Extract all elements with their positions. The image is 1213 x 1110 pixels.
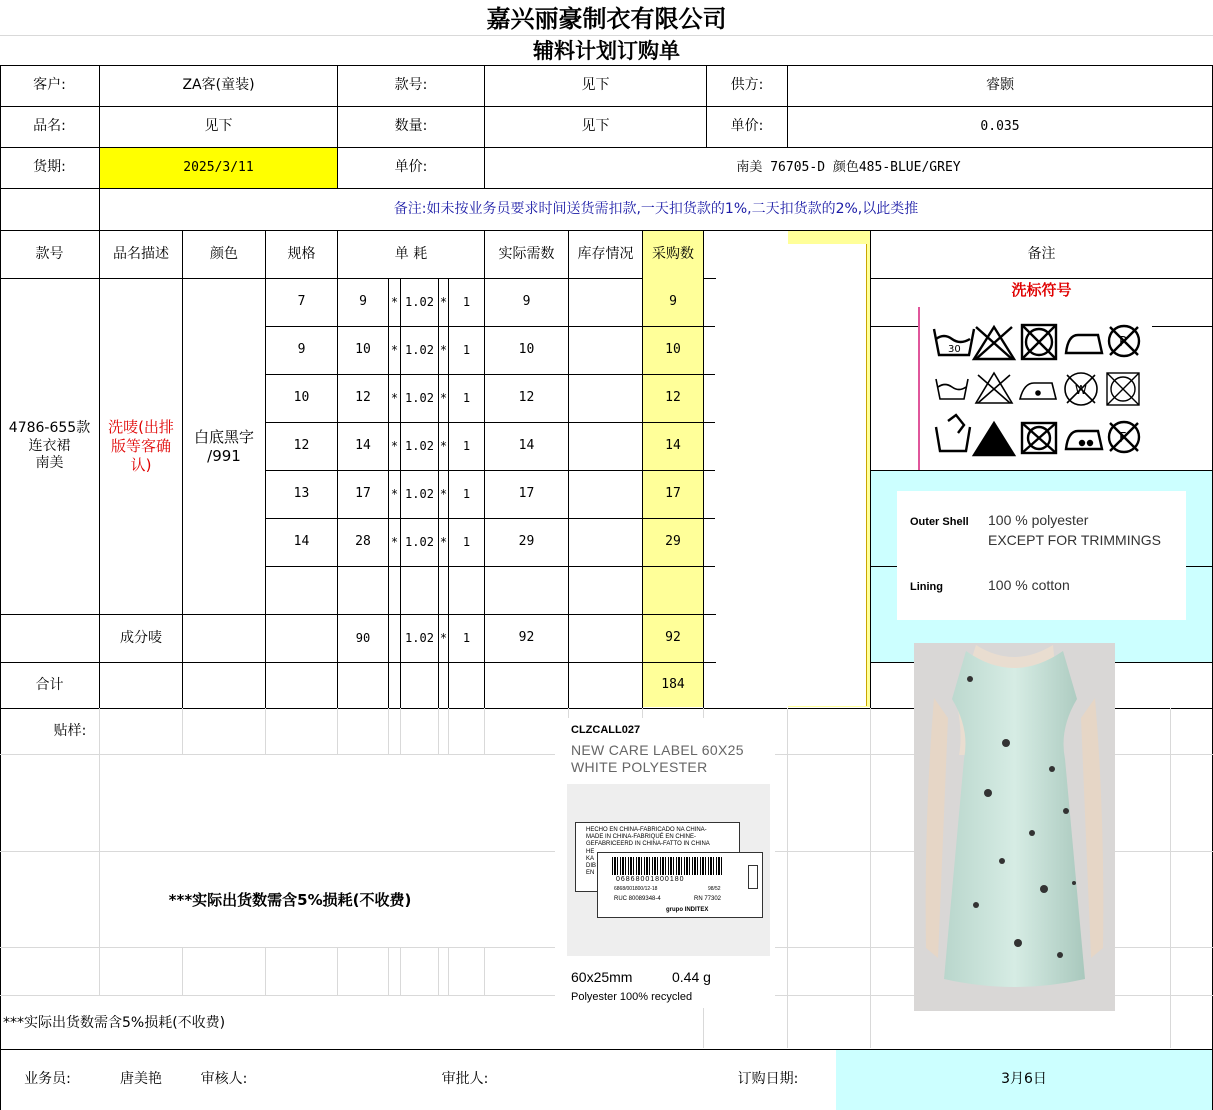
row-qty: 12 bbox=[355, 390, 371, 406]
label-small-1: 6868/001800/12-18 bbox=[614, 886, 658, 892]
care-label-card bbox=[555, 718, 775, 1008]
label-text-5: ΚΑ bbox=[586, 855, 595, 862]
no-dry-clean-2-icon bbox=[1109, 422, 1139, 452]
style-label: 款号: bbox=[394, 77, 428, 94]
row-star2: * bbox=[439, 343, 448, 357]
product-label: 品名: bbox=[33, 118, 66, 135]
composition-panel bbox=[897, 491, 1186, 620]
dress-photo bbox=[914, 643, 1115, 1011]
header-stock: 库存情况 bbox=[577, 245, 634, 262]
row-star1: * bbox=[390, 295, 399, 309]
label-text-1: HECHO EN CHINA-FABRICADO NA CHINA- bbox=[586, 827, 707, 833]
care-symbols-panel bbox=[918, 307, 1152, 470]
label-material: Polyester 100% recycled bbox=[571, 991, 693, 1003]
label-text-3: GEFABRICEERD IN CHINA-FATTO IN CHINA bbox=[586, 841, 710, 848]
unitprice-value: 0.035 bbox=[980, 118, 1020, 134]
row-buy: 29 bbox=[665, 534, 681, 550]
company-title: 嘉兴丽豪制衣有限公司 bbox=[486, 4, 727, 33]
no-tumble-dry-2-icon bbox=[1022, 423, 1056, 453]
row-mult: 1 bbox=[462, 535, 471, 549]
header-consumption: 单 耗 bbox=[394, 245, 428, 262]
row-mult: 1 bbox=[462, 295, 471, 309]
row-mult: 1 bbox=[462, 391, 471, 405]
iron-medium-icon bbox=[1066, 431, 1102, 449]
label-front bbox=[597, 852, 763, 918]
label-rn: RN 77302 bbox=[694, 896, 722, 902]
svg-text:W: W bbox=[1075, 383, 1087, 397]
order-date-label: 订购日期: bbox=[737, 1071, 799, 1088]
label-image-area bbox=[567, 784, 770, 956]
loss-note: ***实际出货数需含5%损耗(不收费) bbox=[168, 890, 412, 909]
row-factor: 1.02 bbox=[405, 535, 434, 549]
wash-tub-icon bbox=[934, 329, 974, 355]
row-star2: * bbox=[439, 487, 448, 501]
header-desc: 品名描述 bbox=[113, 245, 169, 262]
customer-label: 客户: bbox=[33, 77, 66, 94]
no-bleach-icon bbox=[974, 327, 1014, 359]
qty-label: 数量: bbox=[394, 118, 428, 135]
no-wet-clean-icon bbox=[1065, 373, 1097, 405]
label-text-4: HE bbox=[586, 848, 595, 855]
row-qty: 10 bbox=[355, 342, 371, 358]
label-name-1: NEW CARE LABEL 60X25 bbox=[571, 742, 744, 758]
remark: 备注:如未按业务员要求时间送货需扣款,一天扣货款的1%,二天扣货款的2%,以此类推 bbox=[393, 200, 919, 217]
row-factor: 1.02 bbox=[405, 343, 434, 357]
delivery-value: 2025/3/11 bbox=[183, 159, 254, 175]
comp-qty: 90 bbox=[355, 631, 371, 645]
row-qty: 9 bbox=[359, 294, 367, 310]
row-buy: 9 bbox=[669, 294, 677, 310]
no-tumble-dry-icon bbox=[1022, 325, 1056, 359]
row-star2: * bbox=[439, 391, 448, 405]
salesman-label: 业务员: bbox=[24, 1071, 71, 1088]
desc-cell: 洗唛(出排版等客确认) bbox=[108, 418, 174, 474]
unitprice-label: 单价: bbox=[730, 118, 764, 135]
color-cell: 白底黑字 /991 bbox=[193, 427, 254, 465]
no-bleach-small-icon bbox=[976, 373, 1012, 403]
lining-label: Lining bbox=[910, 581, 943, 593]
outer-shell-label: Outer Shell bbox=[910, 516, 969, 528]
row-star1: * bbox=[390, 391, 399, 405]
comp-desc: 成分唛 bbox=[120, 629, 162, 646]
delivery-label: 货期: bbox=[33, 159, 66, 176]
row-size: 7 bbox=[297, 294, 306, 310]
row-need: 10 bbox=[518, 342, 535, 358]
row-need: 29 bbox=[518, 534, 535, 550]
outer-shell-value2: EXCEPT FOR TRIMMINGS bbox=[988, 532, 1161, 548]
barcode-icon bbox=[612, 857, 724, 875]
style-cell: 4786-655款 连衣裙 南美 bbox=[8, 420, 91, 472]
row-qty: 28 bbox=[355, 534, 371, 550]
row-need: 17 bbox=[518, 486, 535, 502]
label-brand: grupo INDITEX bbox=[666, 907, 709, 913]
approver-label: 审批人: bbox=[441, 1071, 489, 1088]
comp-need: 92 bbox=[518, 630, 535, 646]
svg-text:P: P bbox=[1119, 335, 1127, 350]
label-text-6: DIB bbox=[586, 862, 597, 869]
no-tumble-small-icon bbox=[1107, 373, 1139, 405]
row-star1: * bbox=[390, 535, 399, 549]
reviewer-label: 审核人: bbox=[200, 1071, 248, 1088]
row-need: 14 bbox=[518, 438, 535, 454]
row-star2: * bbox=[439, 439, 448, 453]
qty-value: 见下 bbox=[581, 118, 610, 135]
comp-mult: 1 bbox=[462, 631, 471, 645]
supplier-value: 睿颢 bbox=[986, 77, 1014, 94]
row-buy: 17 bbox=[665, 486, 681, 502]
wash-30-icon bbox=[936, 379, 968, 399]
row-star2: * bbox=[439, 295, 448, 309]
label-small-2: 98/52 bbox=[708, 886, 721, 892]
row-size: 12 bbox=[293, 438, 310, 454]
lining-value: 100 % cotton bbox=[988, 577, 1070, 593]
sample-label: 贴样: bbox=[53, 722, 87, 739]
row-factor: 1.02 bbox=[405, 487, 434, 501]
total-label: 合计 bbox=[35, 676, 64, 693]
unit-value: 南美 76705-D 颜色485-BLUE/GREY bbox=[736, 159, 961, 175]
row-size: 9 bbox=[297, 342, 306, 358]
row-qty: 14 bbox=[355, 438, 371, 454]
form-title: 辅料计划订购单 bbox=[533, 37, 680, 63]
label-weight: 0.44 g bbox=[672, 969, 711, 985]
row-size: 14 bbox=[293, 534, 310, 550]
supplier-label: 供方: bbox=[730, 77, 764, 94]
barcode-number: 06868001800180 bbox=[616, 876, 685, 883]
label-size: 60x25mm bbox=[571, 969, 633, 985]
row-star2: * bbox=[439, 535, 448, 549]
outer-shell-value1: 100 % polyester bbox=[988, 512, 1089, 528]
label-ruc: RUC 80089348-4 bbox=[614, 896, 661, 902]
label-text-7: EN bbox=[586, 870, 595, 877]
row-need: 9 bbox=[522, 294, 531, 310]
no-dry-clean-icon bbox=[1109, 326, 1139, 356]
unit-label: 单价: bbox=[394, 159, 428, 176]
label-text-2: MADE IN CHINA-FABRIQUÉ EN CHINE- bbox=[586, 834, 697, 841]
row-qty: 17 bbox=[355, 486, 371, 502]
row-star1: * bbox=[390, 439, 399, 453]
row-star1: * bbox=[390, 343, 399, 357]
order-date-value: 3月6日 bbox=[1001, 1071, 1047, 1088]
row-factor: 1.02 bbox=[405, 391, 434, 405]
svg-text:30: 30 bbox=[948, 344, 961, 355]
row-mult: 1 bbox=[462, 439, 471, 453]
row-buy: 14 bbox=[665, 438, 681, 454]
header-style: 款号 bbox=[35, 245, 64, 262]
row-need: 12 bbox=[518, 390, 535, 406]
row-size: 10 bbox=[293, 390, 310, 406]
product-value: 见下 bbox=[204, 118, 233, 135]
comp-star: * bbox=[439, 631, 448, 645]
header-color: 颜色 bbox=[210, 245, 238, 262]
loss-note-2: ***实际出货数需含5%损耗(不收费) bbox=[3, 1015, 226, 1031]
comp-factor: 1.02 bbox=[405, 631, 434, 645]
row-buy: 12 bbox=[665, 390, 681, 406]
row-buy: 10 bbox=[665, 342, 681, 358]
customer-value: ZA客(童装) bbox=[182, 77, 255, 94]
row-mult: 1 bbox=[462, 487, 471, 501]
label-name-2: WHITE POLYESTER bbox=[571, 759, 708, 775]
row-factor: 1.02 bbox=[405, 295, 434, 309]
row-size: 13 bbox=[293, 486, 310, 502]
header-size: 规格 bbox=[287, 245, 316, 262]
style-value: 见下 bbox=[581, 77, 610, 94]
care-title: 洗标符号 bbox=[1011, 280, 1072, 299]
row-star1: * bbox=[390, 487, 399, 501]
total-buy: 184 bbox=[661, 677, 685, 693]
iron-low-icon bbox=[1020, 383, 1056, 399]
salesman-value: 唐美艳 bbox=[120, 1071, 162, 1088]
header-need: 实际需数 bbox=[498, 245, 555, 262]
bleach-filled-icon bbox=[974, 423, 1014, 455]
header-remark: 备注 bbox=[1027, 245, 1056, 262]
svg-text:F: F bbox=[1119, 431, 1127, 446]
header-buy: 采购数 bbox=[652, 245, 694, 262]
hand-wash-icon bbox=[936, 415, 970, 451]
iron-icon bbox=[1066, 335, 1102, 353]
label-code: CLZCALL027 bbox=[571, 724, 641, 736]
row-mult: 1 bbox=[462, 343, 471, 357]
comp-buy: 92 bbox=[665, 630, 681, 646]
row-factor: 1.02 bbox=[405, 439, 434, 453]
